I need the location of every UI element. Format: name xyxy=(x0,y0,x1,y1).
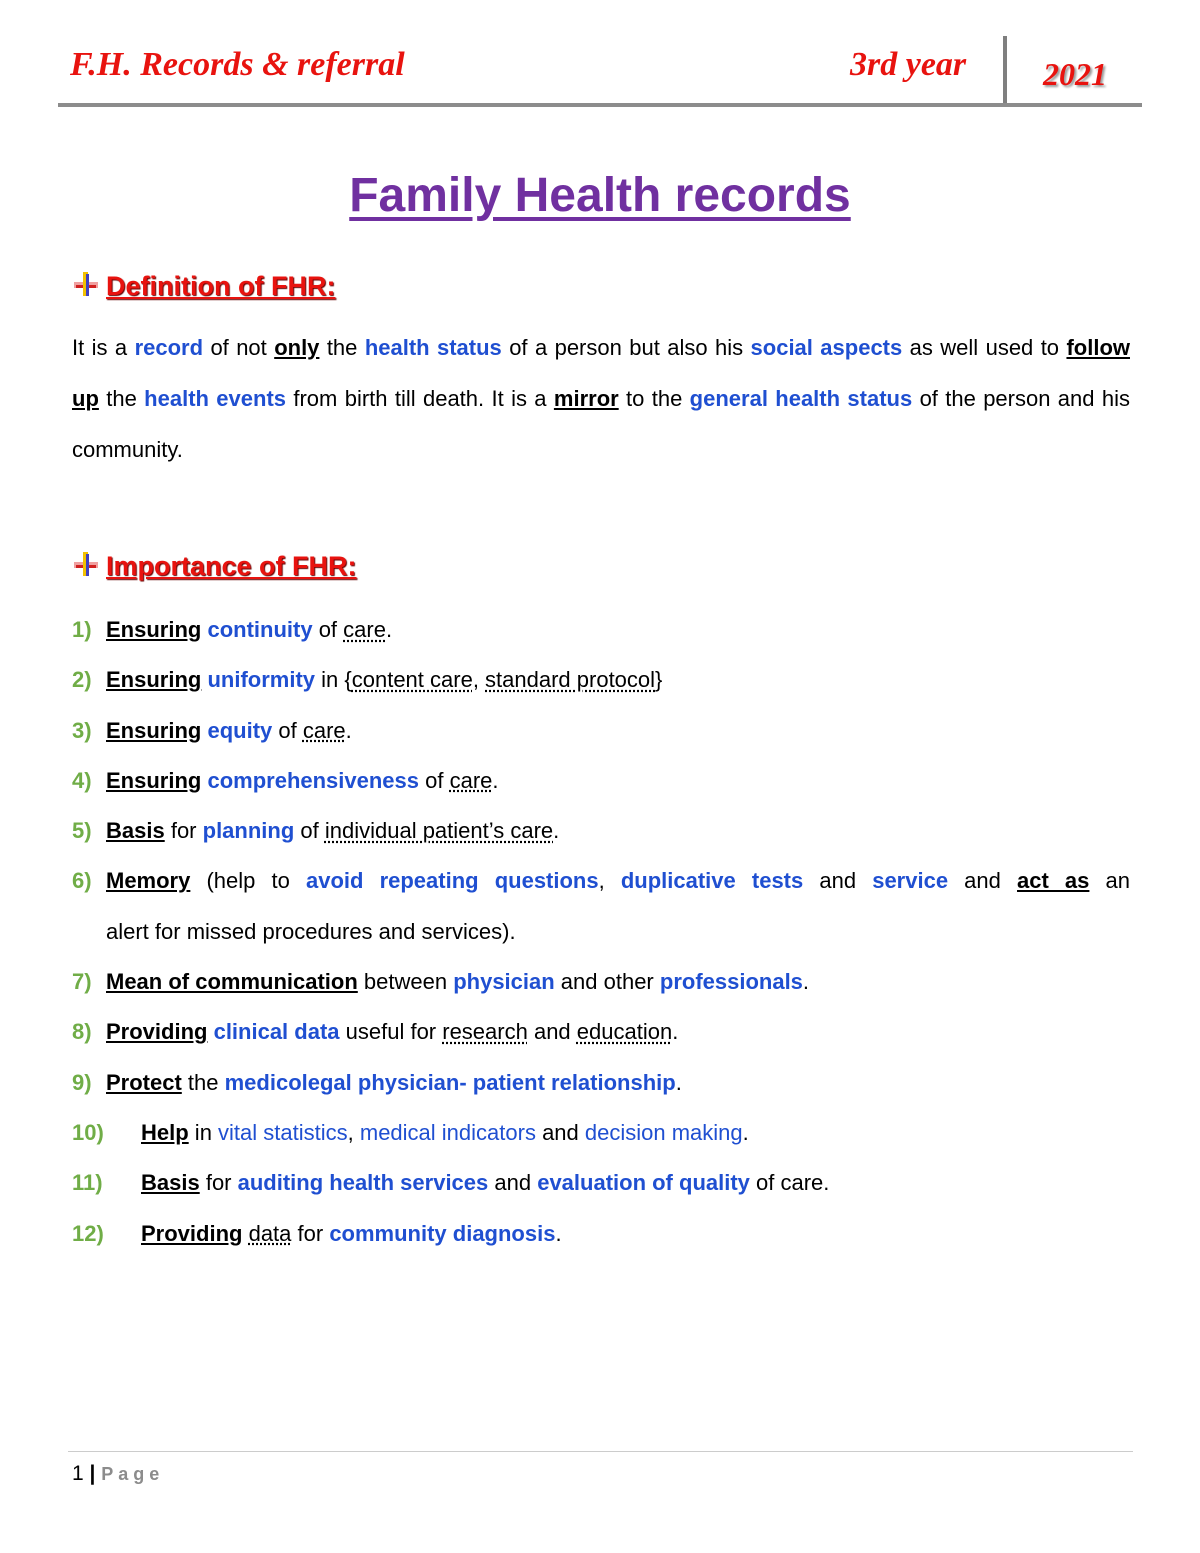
importance-heading xyxy=(72,550,357,582)
header-divider xyxy=(1003,36,1007,104)
footer-rule xyxy=(68,1451,1133,1452)
list-item: 11) Basis for auditing health services and evaluation of quality of care. xyxy=(72,1170,830,1196)
list-item: 5) Basis for planning of individual patient’s care. xyxy=(72,818,560,844)
page-title: Family Health records xyxy=(349,169,851,222)
header-year-level: 3rd year xyxy=(850,46,967,83)
definition-paragraph: It is a record of not only the health status of a person but also his social aspects as well used to follow up the health events from birth till death. It is a mirror to the general health status of the person and his community. xyxy=(72,335,1130,462)
importance-list xyxy=(72,605,1130,1259)
list-item-continuation: alert for missed procedures and services). xyxy=(106,918,516,944)
list-item: 9) Protect the medicolegal physician- patient relationship. xyxy=(72,1069,682,1095)
list-item: 8) Providing clinical data useful for research and education. xyxy=(72,1019,679,1045)
definition-heading xyxy=(72,270,335,302)
list-item: 6) Memory (help to avoid repeating questions, duplicative tests and service and act as an xyxy=(72,868,1130,894)
list-item: 12) Providing data for community diagnosis. xyxy=(72,1220,562,1246)
list-item: 2) Ensuring uniformity in {content care, standard protocol} xyxy=(72,667,663,693)
list-item: 1) Ensuring continuity of care. xyxy=(72,617,393,642)
definition-heading-text: Definition of FHR: xyxy=(106,271,336,301)
list-item: 7) Mean of communication between physician and other professionals. xyxy=(72,969,810,995)
arrow-bullet-icon xyxy=(72,550,100,578)
header-rule xyxy=(58,103,1142,107)
page-footer: 1 | Page xyxy=(72,1462,165,1485)
page-label: Page xyxy=(101,1464,165,1484)
page-number: 1 xyxy=(72,1462,84,1485)
header-title: F.H. Records & referral xyxy=(70,46,405,83)
list-item: 4) Ensuring comprehensiveness of care. xyxy=(72,767,499,793)
header-year: 2021 xyxy=(1043,56,1107,92)
arrow-bullet-icon xyxy=(72,270,100,298)
list-item: 10) Help in vital statistics, medical indicators and decision making. xyxy=(72,1119,749,1145)
list-item: 3) Ensuring equity of care. xyxy=(72,717,352,743)
importance-heading-text: Importance of FHR: xyxy=(106,551,357,581)
